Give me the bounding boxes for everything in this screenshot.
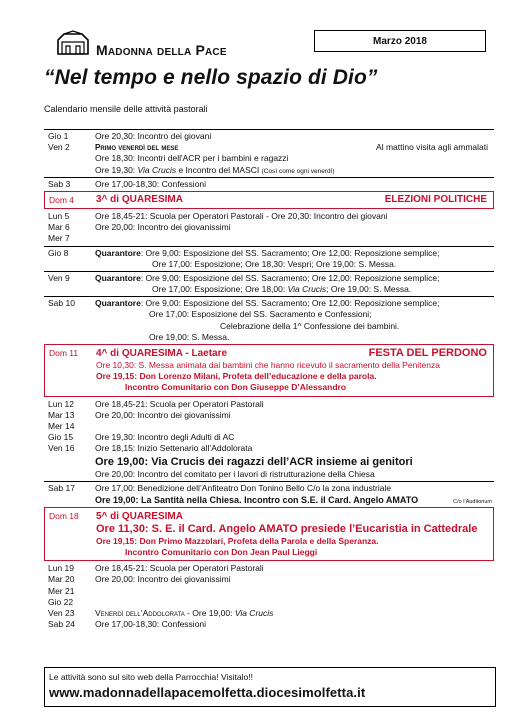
- day-row-cont: Ore 19,00: Via Crucis dei ragazzi dell’ACR insieme ai genitori: [95, 455, 413, 468]
- day-row-cont: Incontro Comunitario con Don Jean Paul Lieggi: [125, 547, 318, 558]
- day-row: Ven 9 Quarantore: Ore 9,00: Esposizione del SS. Sacramento; Ore 12,00: Reposizione semplice;: [48, 272, 440, 283]
- day-row: Ven 23 Venerdì dell’Addolorata - Ore 19,00: Via Crucis: [48, 608, 274, 618]
- day-row: Ven 2 Primo venerdì del mese Al mattino visita agli ammalati: [48, 142, 488, 153]
- calendar-subtitle: Calendario mensile delle attività pastorali: [44, 104, 208, 114]
- footer-note: Le attività sono sul sito web della Parrocchia! Visitalo!!: [49, 672, 253, 682]
- day-row-cont: Ore 17,00: Esposizione; Ore 18,30: Vespri; Ore 19,00: S. Messa.: [152, 258, 397, 269]
- day-row: Mer 7: [48, 233, 70, 244]
- day-row-cont: Ore 19,15: Don Primo Mazzolari, Profeta della Parola e della Speranza.: [96, 535, 379, 546]
- day-row: Sab 3 Ore 17,00-18,30: Confessioni: [48, 178, 207, 189]
- sunday-box: [44, 507, 494, 561]
- divider: [44, 271, 494, 272]
- day-row-cont: Ore 19,00: La Santità nella Chiesa. Incontro con S.E. il Card. Angelo AMATO C/o l’Auditorium: [95, 494, 492, 505]
- day-row: Ven 16 Ore 18,15: Inizio Settenario all’Addolorata: [48, 443, 253, 454]
- parish-name: Madonna della Pace: [96, 42, 227, 58]
- day-row: Mar 20 Ore 20,00: Incontro dei giovanissimi: [48, 574, 231, 585]
- calendar-list: [44, 128, 494, 630]
- day-row: Mar 6 Ore 20,00: Incontro dei giovanissimi: [48, 222, 231, 233]
- day-row-cont: Celebrazione della 1^ Confessione dei bambini.: [220, 320, 400, 331]
- website-link[interactable]: www.madonnadellapacemolfetta.diocesimolfetta.it: [49, 685, 366, 700]
- day-row-cont: Ore 17,00: Esposizione del SS. Sacramento e Confessioni;: [149, 309, 372, 320]
- day-row: Lun 12 Ore 18,45-21: Scuola per Operatori Pastorali: [48, 398, 264, 409]
- day-row: Gio 22: [48, 596, 74, 607]
- day-row: Dom 11 4^ di QUARESIMA - Laetare FESTA DEL PERDONO: [49, 347, 487, 359]
- motto-title: “Nel tempo e nello spazio di Dio”: [44, 66, 378, 89]
- day-row-cont: Ore 19,15: Don Lorenzo Milani, Profeta dell’educazione e della parola.: [96, 371, 377, 382]
- day-row: Mer 14: [48, 420, 75, 431]
- divider: [44, 296, 494, 297]
- month-label: Marzo 2018: [314, 30, 486, 52]
- divider: [44, 177, 494, 178]
- church-logo-icon: [56, 30, 90, 56]
- day-row: Mar 13 Ore 20,00: Incontro dei giovanissimi: [48, 409, 231, 420]
- day-row: Mer 21: [48, 585, 75, 596]
- day-row: Lun 5 Ore 18,45-21: Scuola per Operatori Pastorali - Ore 20,30: Incontro dei giovani: [48, 210, 388, 221]
- day-row: Gio 15 Ore 19,30: Incontro degli Adulti di AC: [48, 432, 235, 443]
- day-row-cont: Ore 17,00: Esposizione; Ore 18,00: Via Crucis; Ore 19,00: S. Messa.: [152, 284, 412, 295]
- day-row-cont: Ore 10,30: S. Messa animata dai bambini che hanno ricevuto il sacramento della Penitenza: [96, 360, 440, 370]
- footer-box: [44, 667, 496, 707]
- day-row: Dom 4 3^ di QUARESIMA ELEZIONI POLITICHE: [49, 193, 487, 205]
- day-row-cont: Ore 18,30: Incontri dell'ACR per i bambini e ragazzi: [95, 153, 289, 164]
- day-row: Dom 18 5^ di QUARESIMA: [49, 510, 183, 522]
- day-row: Gio 8 Quarantore: Ore 9,00: Esposizione del SS. Sacramento; Ore 12,00: Reposizione semplice;: [48, 247, 440, 258]
- day-row: Sab 17 Ore 17,00: Benedizione dell’Anfiteatro Don Tonino Bello C/o la zona industriale: [48, 482, 392, 493]
- day-row: Gio 1 Ore 20,30: Incontro dei giovani: [48, 131, 212, 141]
- divider: [44, 246, 494, 247]
- sunday-box: [44, 344, 494, 397]
- day-row-cont: Ore 19,30: Via Crucis e Incontro del MASCI (Così come ogni venerdì): [95, 164, 335, 175]
- day-row-cont: Ore 19,00: S. Messa.: [149, 331, 230, 342]
- divider: [44, 129, 494, 130]
- day-row-cont: Ore 20,00: Incontro del comitato per i lavori di ristrutturazione della Chiesa: [95, 468, 375, 479]
- divider: [44, 481, 494, 482]
- day-row-cont: Incontro Comunitario con Don Giuseppe D’Alessandro: [125, 382, 347, 393]
- sunday-box: [44, 191, 494, 209]
- day-row: Sab 24 Ore 17,00-18,30: Confessioni: [48, 619, 207, 630]
- day-row-cont: Ore 11,30: S. E. il Card. Angelo AMATO presiede l’Eucaristia in Cattedrale: [96, 522, 478, 535]
- day-row: Sab 10 Quarantore: Ore 9,00: Esposizione del SS. Sacramento; Ore 12,00: Reposizione semplice;: [48, 298, 440, 309]
- day-row: Lun 19 Ore 18,45-21: Scuola per Operatori Pastorali: [48, 563, 264, 574]
